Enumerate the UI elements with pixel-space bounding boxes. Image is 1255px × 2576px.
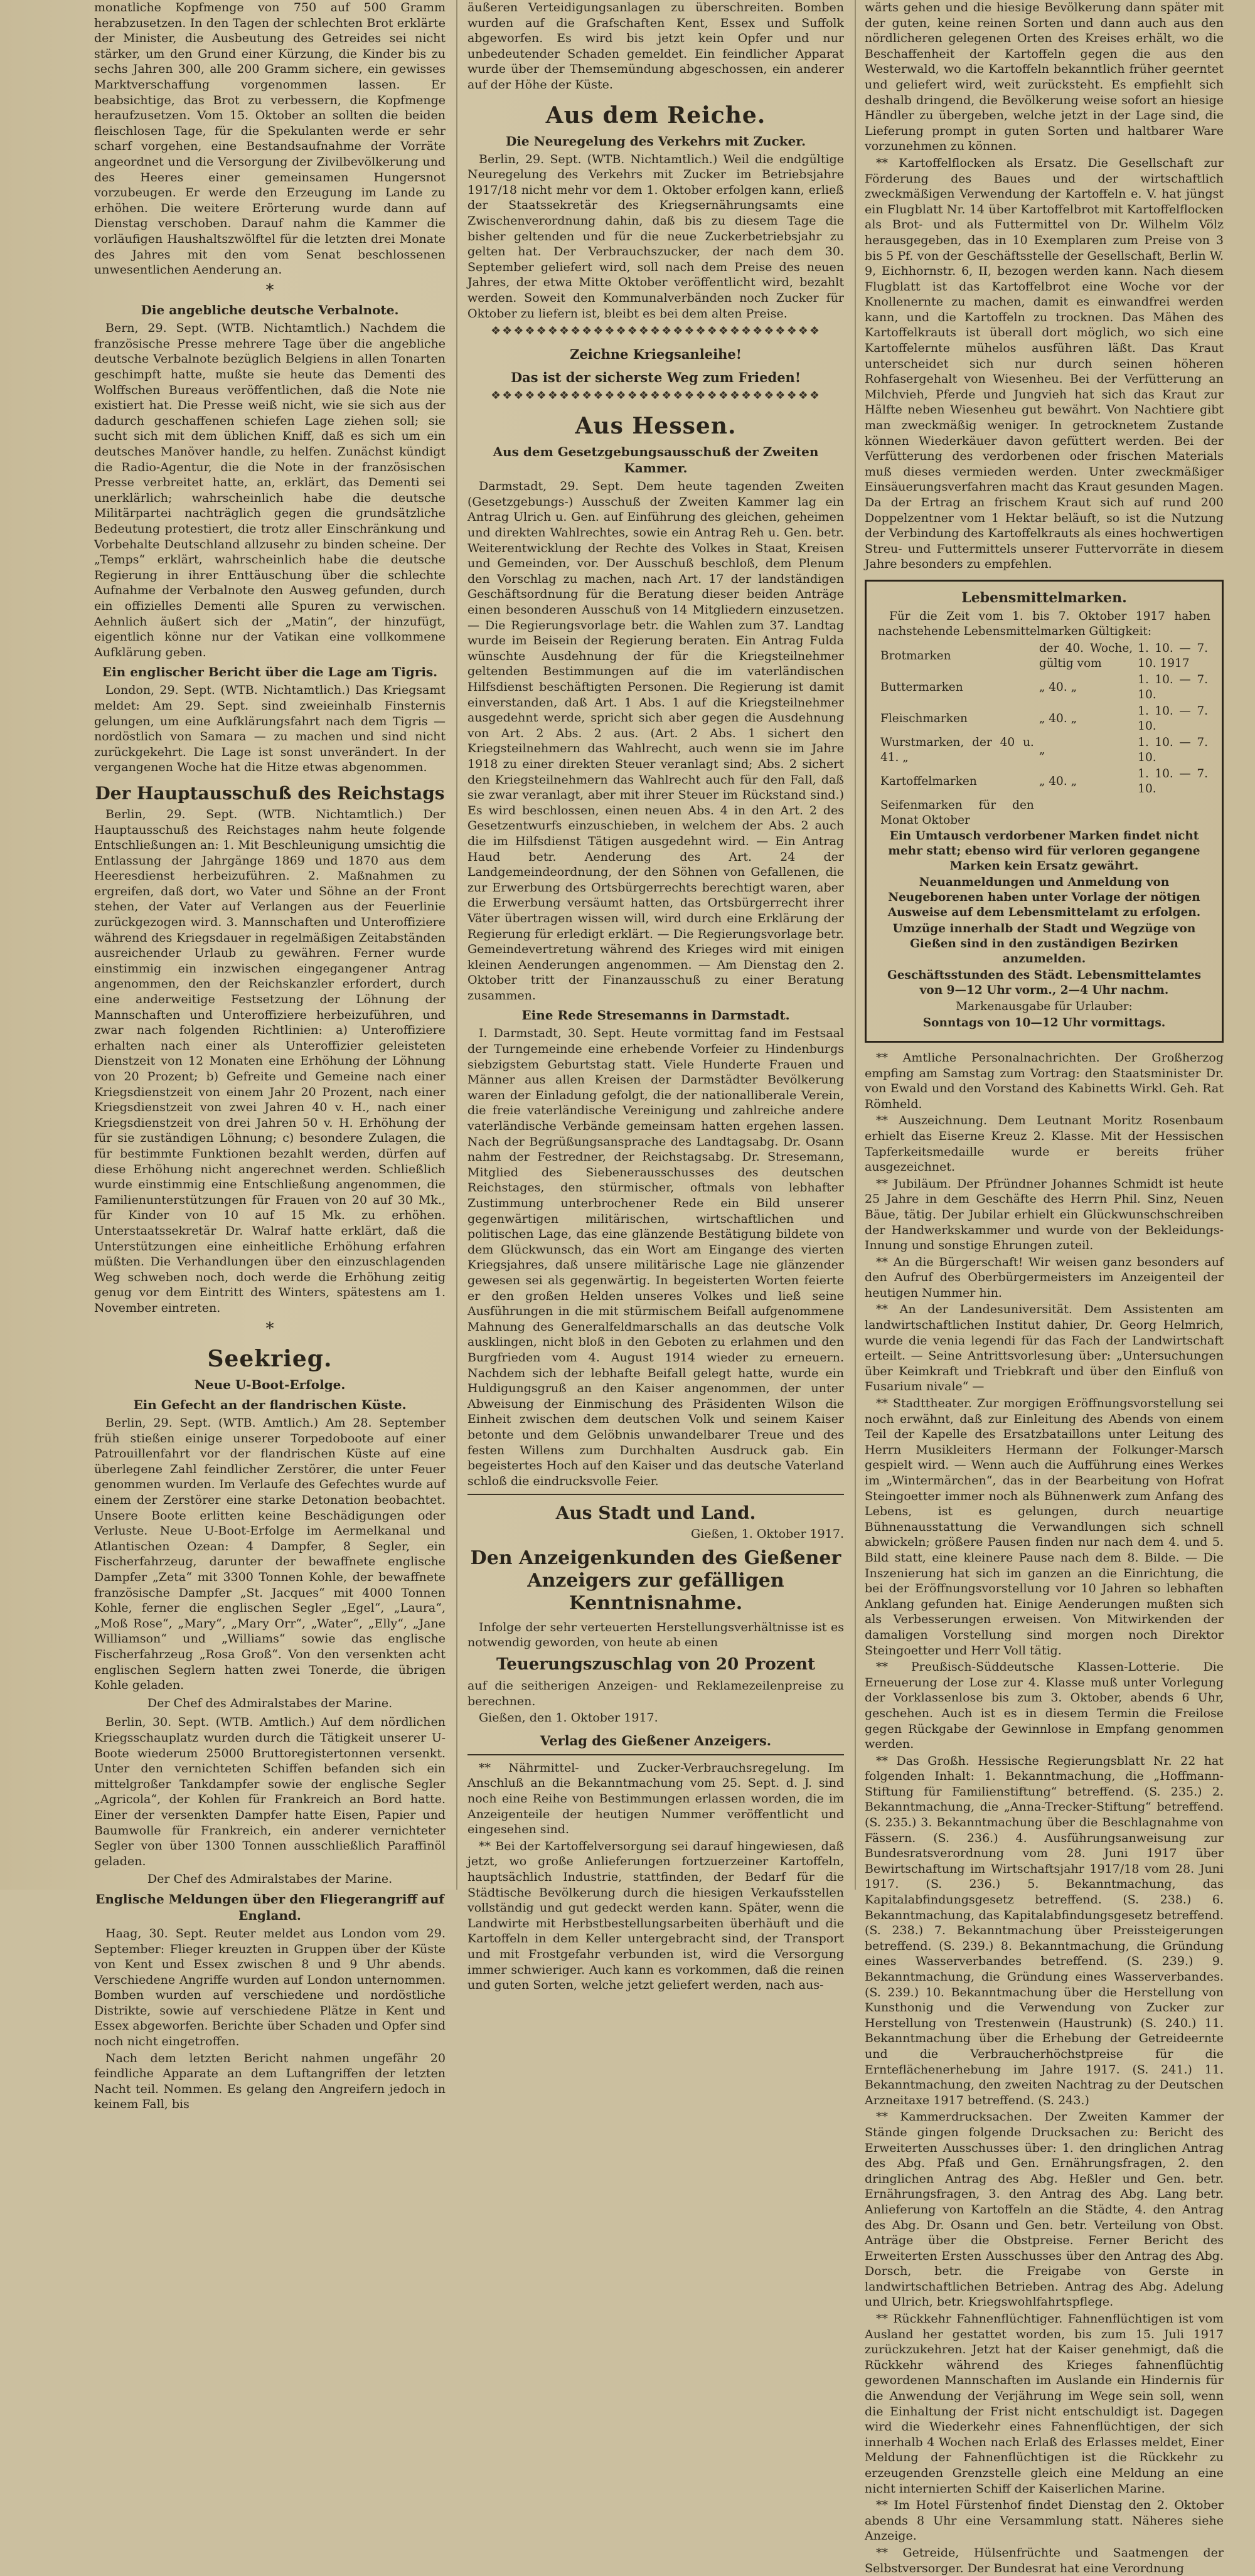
column-rule xyxy=(855,0,856,1890)
publisher-signature: Verlag des Gießener Anzeigers. xyxy=(540,1732,772,1748)
section-title: Aus Stadt und Land. xyxy=(555,1503,756,1524)
column-3 xyxy=(865,0,1224,2575)
publisher-notice-text: Infolge der sehr verteuerten Herstellungsverhältnisse ist es notwendig geworden, von heute ab einen xyxy=(467,1620,844,1650)
article-text: äußeren Verteidigungsanlagen zu überschreiten. Bomben wurden auf die Grafschaften Kent, Essex und Suffolk abgeworfen. Es wird bis jetzt kein Opfer und nur unbedeutender Schaden gemeldet. Ein feindlicher Apparat wurde über der Themsemündung abgeschossen, ein anderer auf der Höhe der Küste. xyxy=(467,1,844,92)
article-text: Darmstadt, 29. Sept. Dem heute tagenden Zweiten (Gesetzgebungs-) Ausschuß der Zweiten Kammer lag ein Antrag Ulrich u. Gen. auf Einführung des gleichen, geheimen und direkten Wahlrechtes, sowie ein Antrag Reh u. Gen. betr. Weiterentwicklung der Rechte des Volkes in Staat, Kreisen und Gemeinden, vor. Der Ausschuß beschloß, dem Plenum den Vorschlag zu machen, nach Art. 17 der landständigen Geschäftsordnung für die Beratung dieser beiden Anträge einen besonderen Ausschuß von 14 Mitgliedern einzusetzen. — Die Regierungsvorlage betr. die Wahlen zum 37. Landtag wurde im Beisein der Regierung beraten. Ein Antrag Fulda wünschte Ausdehnung der für die Kriegsteilnehmer geltenden Bestimmungen auf die im vaterländischen Hilfsdienst beschäftigten Personen. Die Regierung ist damit einverstanden, daß Art. 1 Abs. 1 auf die Kriegsteilnehmer ausgedehnt werde, spricht sich aber gegen die Ausdehnung von Art. 2 Abs. 2 aus. (Art. 2 Abs. 1 sichert den Kriegsteilnehmern das Wahlrecht, auch wenn sie im Jahre 1918 zu einer direkten Steuer veranlagt sind; Abs. 2 sichert den Kriegsteilnehmern das Wahlrecht auch für den Fall, daß sie zwar veranlagt, aber mit ihrer Steuer im Rückstand sind.) Es wird beschlossen, einen neuen Abs. 4 in den Art. 2 des Gesetzentwurfs einzuschieben, in welchem der Abs. 2 auch die im Hilfsdienst Tätigen ausgedehnt wird. — Ein Antrag Haud betr. Aenderung des Art. 24 der Landgemeindeordnung, der den Söhnen von Gefallenen, die zur Erwerbung des Ortsbürgerrechts berechtigt waren, aber die Erwerbung versäumt hatten, das Ortsbürgerrecht ihrer Väter übertragen wissen will, wird durch eine Erklärung der Regierung für erledigt erklärt. — Die Regierungsvorlage betr. Gemeindevertretung während des Krieges wird mit einigen kleinen Aenderungen angenommen. — Am Dienstag den 2. Oktober tritt der Finanzausschuß zu einer Beratung zusammen. xyxy=(467,479,844,1003)
headline: Die Neuregelung des Verkehrs mit Zucker. xyxy=(505,133,806,149)
article-text: Berlin, 29. Sept. (WTB. Nichtamtlich.) Weil die endgültige Neuregelung des Verkehrs mit Zucker im Betriebsjahre 1917/18 nicht mehr vor dem 1. Oktober erfolgen kann, erließ der Staatssekretär des Kriegsernährungsamts eine Zwischenverordnung dahin, daß bis zu diesem Tage die bisher geltenden und für die neue Zuckerbetriebsjahr zu gelten hat. Der Verbrauchszucker, der nach dem 30. September geliefert wird, soll nach dem Preise des neuen Jahres, der etwa Mitte Oktober veröffentlicht wird, bezahlt werden. Soweit den Kommunalverbänden noch Zucker für Oktober zu liefern ist, bleibt es bei dem alten Preise. xyxy=(467,152,844,321)
ration-cell: 1. 10. — 7. 10. xyxy=(1138,704,1208,733)
ration-cell: Brotmarken xyxy=(880,649,951,663)
section-title: Seekrieg. xyxy=(207,1346,333,1373)
ornament-border: ❖❖❖❖❖❖❖❖❖❖❖❖❖❖❖❖❖❖❖❖❖❖❖❖❖❖❖❖❖ xyxy=(491,324,821,338)
article-text: monatliche Kopfmenge von 750 auf 500 Gramm herabzusetzen. In den Tagen der schlechten Brot erklärte der Minister, die Ausbeutung des Getreides sei nicht stärker, um den Grund einer Kürzung, die Kinder bis zu sechs Jahren 300, alle 200 Gramm sichere, ein gewisses Marktverschaffung vorgenommen lassen. Er beabsichtige, das Brot zu verbessern, die Kopfmenge heraufzusetzen. Vom 15. Oktober an sollten die beiden fleischlosen Tage, für die Spekulanten werde er sehr scharf vorgehen, eine Bestandsaufnahme der Vorräte angeordnet und die Versorgung der Zivilbevölkerung und des Heeres einer gemeinsamen Hungersnot vorzubeugen. Er werde den Erzeugung im Lande zu erhöhen. Die weitere Erörterung wurde dann auf Dienstag verschoben. Darauf nahm die Kammer die vorläufigen Haushaltszwölftel für die letzten drei Monate des Jahres mit den vom Senat beschlossenen unwesentlichen Aenderung an. xyxy=(94,1,446,277)
publisher-notice-date: Gießen, den 1. Oktober 1917. xyxy=(479,1711,658,1725)
ration-cell: 1. 10. — 7. 10. xyxy=(1138,767,1208,796)
ration-cell: der 40. Woche, gültig vom xyxy=(1039,641,1133,670)
headline: Der Hauptausschuß des Reichstags xyxy=(95,782,445,804)
war-loan-notice: Zeichne Kriegsanleihe! xyxy=(570,346,742,362)
article-text: ** An die Bürgerschaft! Wir weisen ganz besonders auf den Aufruf des Oberbürgermeisters im Anzeigenteil der heutigen Nummer hin. xyxy=(865,1255,1224,1300)
surcharge-notice: Teuerungszuschlag von 20 Prozent xyxy=(496,1655,816,1674)
ration-cell: 1. 10. — 7. 10. xyxy=(1138,673,1208,701)
section-title: Aus dem Reiche. xyxy=(545,102,766,129)
article-text: ** Rückkehr Fahnenflüchtiger. Fahnenflüchtigen ist vom Ausland her gestattet worden, bis zum 15. Juli 1917 zurückzukehren. Jetzt hat der Kaiser genehmigt, daß die Rückkehr während des Krieges fahnenflüchtig gewordenen Mannschaften im Auslande ein Hindernis für die Anwendung der Verjährung im Wege sein soll, wenn die Einhaltung der Frist nicht entschuldigt ist. Dagegen wird die Wiederkehr eines Fahnenflüchtigen, der sich innerhalb 4 Wochen nach Erlaß des Erlasses meldet, Einer Meldung der Fahnenflüchtigen ist die Rückkehr zu erzeugenden Grenzstelle gleich eine Meldung an eine nicht internierten Schiff der Kaiserlichen Marine. xyxy=(865,2312,1224,2496)
signature: Der Chef des Admiralstabes der Marine. xyxy=(147,1696,393,1710)
ration-card-table xyxy=(878,641,1210,829)
ration-note: Neuanmeldungen und Anmeldung von Neugeborenen haben unter Vorlage der nötigen Ausweise auf dem Lebensmittelamt zu erfolgen. xyxy=(887,875,1201,919)
ration-row xyxy=(878,703,1210,735)
ration-cell: 1. 10. — 7. 10. 1917 xyxy=(1138,641,1208,670)
ornament-border: ❖❖❖❖❖❖❖❖❖❖❖❖❖❖❖❖❖❖❖❖❖❖❖❖❖❖❖❖❖ xyxy=(491,388,821,402)
article-text: I. Darmstadt, 30. Sept. Heute vormittag fand im Festsaal der Turngemeinde eine erhebende Vorfeier zu Hindenburgs siebzigstem Geburtstag statt. Viele Hunderte Frauen und Männer aus allen Kreisen der Darmstädter Bevölkerung waren der Einladung gefolgt, die der nationalliberale Verein, die freie vaterländische Vereinigung und zahlreiche andere vaterländische Verbände gemeinsam hatten ergehen lassen. Nach der Begrüßungsansprache des Landtagsabg. Dr. Osann nahm der Festredner, der Reichstagsabg. Dr. Stresemann, Mitglied des Siebenerausschusses des deutschen Reichstages, den stürmischer, oftmals von lebhafter Zustimmung unterbrochener Rede ein Bild unserer gegenwärtigen militärischen, wirtschaftlichen und politischen Lage, das eine glänzende Bestätigung bildete von dem Glückwunsch, das ein Wort am Eingange des vierten Kriegsjahres, daß unsere militärische Lage nie glänzender gewesen sei als gegenwärtig. In begeisterten Worten feierte er den großen Helden unseres Volkes und ließ seine Ausführungen in die mit stürmischem Beifall aufgenommene Mahnung des Generalfeldmarschalls an das deutsche Volk ausklingen, nicht bloß in den Geboten zu erlahmen und den Burgfrieden vom 4. August 1914 wieder zu erneuern. Nachdem sich der lebhafte Beifall gelegt hatte, wurde ein Huldigungsgruß an den Kaiser angenommen, der unter Abweisung der Einmischung des Präsidenten Wilson die Einheit zwischen dem deutschen Volk und seinem Kaiser betonte und dem Gelöbnis unwandelbarer Treue und des festen Willens zum Durchhalten Ausdruck gab. Ein begeistertes Hoch auf den Kaiser und das deutsche Vaterland schloß die eindrucksvolle Feier. xyxy=(467,1026,844,1488)
article-text: ** Auszeichnung. Dem Leutnant Moritz Rosenbaum erhielt das Eiserne Kreuz 2. Klasse. Mit der Hessischen Tapferkeitsmedaille wurde er bereits früher ausgezeichnet. xyxy=(865,1114,1224,1174)
signature: Der Chef des Admiralstabes der Marine. xyxy=(147,1872,393,1887)
headline: Ein Gefecht an der flandrischen Küste. xyxy=(133,1397,407,1413)
ration-row xyxy=(878,735,1210,766)
article-text: Berlin, 29. Sept. (WTB. Amtlich.) Am 28. September früh stießen einige unserer Torpedoboote auf einer Patrouillenfahrt vor der flandrischen Küste auf eine überlegene Zahl feindlicher Zerstörer, die unter Feuer genommen wurden. Im Verlaufe des Gefechtes wurde auf einem der Zerstörer eine starke Detonation beobachtet. Unsere Boote erlitten keine Beschädigungen oder Verluste. Neue U-Boot-Erfolge im Aermelkanal und Atlantischen Ozean: 4 Dampfer, 8 Segler, ein Fischerfahrzeug, darunter der bewaffnete englische Dampfer „Zeta“ mit 3300 Tonnen Kohle, der bewaffnete französische Dampfer „St. Jacques“ mit 4000 Tonnen Kohle, ferner die englischen Segler „Egel“, „Laura“, „Moß Rose“, „Mary“, „Mary Orr“, „Water“, „Elly“, „Jane Williamson“ und „Williams“ sowie das englische Fischerfahrzeug „Rosa Groß“. Von den versenkten acht englischen Seglern hatten zwei Tonerde, die übrigen Kohle geladen. xyxy=(94,1416,446,1693)
ration-note: Umzüge innerhalb der Stadt und Wegzüge von Gießen sind in den zuständigen Bezirken anzumelden. xyxy=(892,922,1196,966)
ration-cell: „ 40. „ xyxy=(1039,774,1077,788)
headline: Englische Meldungen über den Fliegerangriff auf England. xyxy=(95,1891,444,1923)
article-text: ** Kartoffelflocken als Ersatz. Die Gesellschaft zur Förderung des Baues und der wirtschaftlich zweckmäßigen Verwendung der Kartoffeln e. V. hat jüngst ein Flugblatt Nr. 14 über Kartoffelbrot mit Kartoffelflocken als Brot- und als Futtermittel von Dr. Wilhelm Völz herausgegeben, das in 10 Exemplaren zum Preise von 3 bis 5 Pf. von der Geschäftsstelle der Gesellschaft, Berlin W. 9, Eichhornstr. 6, II, bezogen werden kann. Nach diesem Flugblatt ist das Kartoffelbrot eine Woche vor der Knollenernte zu machen, damit es einwandfrei werden kann, und die Kartoffeln zu trocknen. Das Mähen des Kartoffelkrauts ist überall dort möglich, wo sich eine Kartoffelernte mühelos ausführen läßt. Das Kraut unterscheidet sich nur durch seinen höheren Rohfasergehalt von Wiesenheu. Bei der Verfütterung an Milchvieh, Pferde und Jungvieh hat sich das Kraut zur Hälfte neben Wiesenheu gut bewährt. Von Nachtiere gibt man zweckmäßig weniger. In getrocknetem Zustande können Wiederkäuer davon gefüttert werden. Bei der Verfütterung des verdorbenen oder frischen Materials muß dieses vermieden werden. Unter zweckmäßiger Einsäuerungsverfahren macht das Kraut gesunden Magen. Da der Ertrag an frischem Kraut sich auf rund 200 Doppelzentner vom 1 Hektar beläuft, so ist die Nutzung der Verbindung des Kartoffelkrauts als eines hochwertigen Streu- und Futtermittels unserer Futtervorräte in diesem Jahre besonders zu empfehlen. xyxy=(865,156,1224,572)
article-text: ** Kammerdrucksachen. Der Zweiten Kammer der Stände gingen folgende Drucksachen zu: Bericht des Erweiterten Ausschusses über: 1. den dringlichen Antrag des Abg. Pfaß und Gen. Ernährungsfragen, 2. den dringlichen Antrag des Abg. Heßler und Gen. betr. Ernährungsfragen, 3. den Antrag des Abg. Lang betr. Anlieferung von Kartoffeln an die Städte, 4. den Antrag des Abg. Dr. Osann und Gen. betr. Verteilung von Obst. Anträge über die Obstpreise. Ferner Bericht des Erweiterten Ersten Ausschusses über den Antrag des Abg. Dorsch, betr. die Freigabe von Gerste in landwirtschaftlichen Betrieben. Antrag des Abg. Adelung und Ulrich, betr. Kriegswohlfahrtspflege. xyxy=(865,2110,1224,2309)
article-text: ** Preußisch-Süddeutsche Klassen-Lotterie. Die Erneuerung der Lose zur 4. Klasse muß unter Vorlegung der Vorklassenlose bis zum 3. Oktober, abends 6 Uhr, geschehen. Auch ist es in diesem Termin die Freilose gegen Rückgabe der Gewinnlose in Empfang genommen werden. xyxy=(865,1660,1224,1752)
article-text: Berlin, 29. Sept. (WTB. Nichtamtlich.) Der Hauptausschuß des Reichstages nahm heute folgende Entschließungen an: 1. Mit Beschleunigung umsichtig die Entlassung der Jahrgänge 1869 und 1870 aus dem Heeresdienst herbeizuführen. 2. Maßnahmen zu ergreifen, daß dort, wo Vater und Söhne an der Front stehen, der Vater auf Verlangen aus der Feuerlinie zurückgezogen wird. 3. Mannschaften und Unteroffiziere während des Kriegsdauer in regelmäßigen Zeitabständen ausreichender Urlaub zu gewähren. Ferner wurde einstimmig ein inzwischen eingegangener Antrag angenommen, den der Reichskanzler erfordert, durch eine anderweitige Festsetzung der Löhnung der Mannschaften und Unteroffiziere herbeizuführen, und zwar nach folgenden Richtlinien: a) Unteroffiziere erhalten nach einer als Unteroffizier geleisteten Dienstzeit von 12 Monaten eine Erhöhung der Löhnung von 20 Prozent; b) Gefreite und Gemeine nach einer Kriegsdienstzeit von einem Jahr 20 Prozent, nach einer Kriegsdienstzeit von zwei Jahren 40 v. H., nach einer Kriegsdienstzeit von drei Jahren 50 v. H. Erhöhung der für sie zuständigen Löhnung; c) besondere Zulagen, die für bestimmte Funktionen bezahlt werden, dürfen auf diese Erhöhung nicht angerechnet werden. Schließlich wurde einstimmig eine Entschließung angenommen, die Familienunterstützungen für Frauen von 20 auf 30 Mk., für Kinder von 10 auf 15 Mk. zu erhöhen. Unterstaatssekretär Dr. Walraf hatte erklärt, daß die Unterstützungen eine einheitliche Erhöhung erfahren müßten. Die Verhandlungen über den einzuschlagenden Weg schweben noch, doch werde die Erhöhung zeitig genug vor dem Eintritt des Winters, spätestens am 1. November eintreten. xyxy=(94,807,446,1315)
ration-cell: „ 40. „ xyxy=(1039,711,1077,725)
publisher-notice-title: Den Anzeigenkunden des Gießener Anzeigers zur gefälligen Kenntnisnahme. xyxy=(470,1546,841,1614)
article-text: Haag, 30. Sept. Reuter meldet aus London vom 29. September: Flieger kreuzten in Gruppen über der Küste von Kent und Essex zwischen 8 und 9 Uhr abends. Verschiedene Angriffe wurden auf London unternommen. Bomben wurden auf verschiedene und nordöstliche Distrikte, sowie auf verschiedene Plätze in Kent und Essex abgeworfen. Berichte über Schaden und Opfer sind noch nicht eingetroffen. xyxy=(94,1926,446,2049)
article-text: ** Getreide, Hülsenfrüchte und Saatmengen der Selbstversorger. Der Bundesrat hat eine Verordnung xyxy=(865,2545,1224,2575)
ration-cell: Buttermarken xyxy=(880,680,963,694)
article-text: ** Im Hotel Fürstenhof findet Dienstag den 2. Oktober abends 8 Uhr eine Versammlung statt. Näheres siehe Anzeige. xyxy=(865,2498,1224,2543)
column-rule xyxy=(456,0,457,1890)
ration-row xyxy=(878,797,1210,829)
section-title: Aus Hessen. xyxy=(575,413,737,440)
article-text: London, 29. Sept. (WTB. Nichtamtlich.) Das Kriegsamt meldet: Am 29. Sept. sind zweieinhalb Finsternis gelungen, um eine Aufklärungsfahrt nach dem Tigris — nordöstlich von Samara — zu machen und sind nicht zurückgekehrt. Die Lage ist sonst unverändert. In der vergangenen Woche hat die Hitze etwas abgenommen. xyxy=(94,683,446,775)
ration-cell xyxy=(1135,797,1210,829)
publisher-notice-text: auf die seitherigen Anzeigen- und Reklamezeilenpreise zu berechnen. xyxy=(467,1679,844,1708)
column-2 xyxy=(467,0,844,1993)
ration-cell: Kartoffelmarken xyxy=(880,774,977,788)
headline: Aus dem Gesetzgebungsausschuß der Zweiten Kammer. xyxy=(493,444,819,476)
headline: Eine Rede Stresemanns in Darmstadt. xyxy=(521,1008,790,1023)
headline: Neue U-Boot-Erfolge. xyxy=(194,1377,346,1393)
ration-row xyxy=(878,766,1210,797)
ration-card-title: Lebensmittelmarken. xyxy=(961,589,1127,606)
article-text: Nach dem letzten Bericht nahmen ungefähr 20 feindliche Apparate an dem Luftangriffen der letzten Nacht teil. Nommen. Es gelang den Angreifern jedoch in keinem Fall, bis xyxy=(94,2051,446,2112)
article-text: ** An der Landesuniversität. Dem Assistenten am landwirtschaftlichen Institut dahier, Dr. Georg Helmrich, wurde die venia legendi für das Fach der Landwirtschaft erteilt. — Seine Antrittsvorlesung über: „Untersuchungen über Keimkraft und Triebkraft und über den Einfluß von Fusarium nivale“ — xyxy=(865,1302,1224,1394)
article-text: ** Das Großh. Hessische Regierungsblatt Nr. 22 hat folgenden Inhalt: 1. Bekanntmachung, die „Hoffmann-Stiftung für Familienstiftung“ betreffend. (S. 235.) 2. Bekanntmachung, die „Anna-Trecker-Stiftung“ betreffend. (S. 235.) 3. Bekanntmachung über die Beschlagnahme von Fässern. (S. 236.) 4. Ausführungsanweisung zur Bundesratsverordnung vom 28. Juni 1917 über Bewirtschaftung im Wirtschaftsjahr 1917/18 vom 28. Juni 1917. (S. 236.) 5. Bekanntmachung, das Kapitalabfindungsgesetz betreffend. (S. 238.) 6. Bekanntmachung, das Kapitalabfindungsgesetz betreffend. (S. 238.) 7. Bekanntmachung über Preissteigerungen betreffend. (S. 239.) 8. Bekanntmachung, die Gründung eines Wasserverbandes betreffend. (S. 239.) 9. Bekanntmachung, die Gründung eines Wasserverbandes. (S. 239.) 10. Bekanntmachung über die Herstellung von Kunsthonig und die Verwendung von Zucker zur Herstellung von Trestenwein (Haustrunk) (S. 240.) 11. Bekanntmachung über die Erhebung der Getreideernte und die Verbraucherhöchstpreise für die Ernteflächenerhebung im Jahre 1917. (S. 241.) 11. Bekanntmachung, den zweiten Nachtrag zu der Deutschen Arzneitaxe 1917 betreffend. (S. 243.) xyxy=(865,1754,1224,2107)
article-text: ** Nährmittel- und Zucker-Verbrauchsregelung. Im Anschluß an die Bekanntmachung vom 25. Sept. d. J. sind noch eine Reihe von Bestimmungen erlassen worden, die im Anzeigenteile der heutigen Nummer veröffentlicht und eingesehen sind. xyxy=(467,1760,844,1837)
column-1 xyxy=(94,0,446,2112)
ration-note: Sonntags von 10—12 Uhr vormittags. xyxy=(922,1016,1166,1030)
ration-cell: 1. 10. — 7. 10. xyxy=(1138,735,1208,764)
ration-cell xyxy=(1037,797,1135,829)
separator-star: * xyxy=(265,280,274,300)
ration-cell: Seifenmarken für den Monat Oktober xyxy=(880,798,1034,827)
ration-cell: Fleischmarken xyxy=(880,711,968,725)
dateline: Gießen, 1. Oktober 1917. xyxy=(690,1527,844,1541)
ration-row xyxy=(878,641,1210,672)
article-text: ** Amtliche Personalnachrichten. Der Großherzog empfing am Samstag zum Vortrag: den Staatsminister Dr. von Ewald und den Vorstand des Kabinetts Wirkl. Geh. Rat Römheld. xyxy=(865,1050,1224,1111)
ration-card-intro: Für die Zeit vom 1. bis 7. Oktober 1917 haben nachstehende Lebensmittelmarken Gültigkeit: xyxy=(878,609,1210,638)
war-loan-slogan: Das ist der sicherste Weg zum Frieden! xyxy=(510,369,801,385)
separator-star: * xyxy=(265,1319,274,1338)
headline: Ein englischer Bericht über die Lage am Tigris. xyxy=(102,664,438,680)
article-text: ** Stadttheater. Zur morgigen Eröffnungsvorstellung sei noch erwähnt, daß zur Einleitung des Abends von einem Teil der Kapelle des Ersatzbataillons unter Leitung des Herrn Musikleiters Hermann der Folkunger-Marsch gespielt wird. — Wenn auch die Aufführung eines Werkes im „Wintermärchen“, das in der Bearbeitung von Hofrat Steingoetter immer noch als Bühnenwerk zum Anfang des Lebens, ist es gelungen, durch neuartige Bühnenausstattung die Verwandlungen sich schnell abwickeln; größere Pausen finden nur nach dem 4. und 5. Bild statt, eine kleinere Pause nach dem 8. Bilde. — Die Inszenierung hat sich im ganzen an die Einrichtung, die bei der Eröffnungsvorstellung vor 10 Jahren so lebhaften Anklang gefunden hat. Einige Aenderungen mußten sich als Verbesserungen erweisen. Von Mitwirkenden der damaligen Vorstellung sind morgen noch Direktor Steingoetter und Herr Voll tätig. xyxy=(865,1397,1224,1658)
article-text: Bern, 29. Sept. (WTB. Nichtamtlich.) Nachdem die französische Presse mehrere Tage über die angebliche deutsche Verbalnote bezüglich Belgiens in allen Tonarten geschimpft hatte, mußte sie heute das Dementi des Wolffschen Bureaus veröffentlichen, daß die Note nie existiert hat. Die Presse weiß nicht, wie sie sich aus der dadurch geschaffenen schiefen Lage ziehen soll; sie sucht sich mit dem üblichen Kniff, daß es sich um ein deutsches Manöver handle, zu helfen. Zunächst kündigt die Radio-Agentur, die die Note in der französischen Presse verbreitet hatte, an, erklärt, das Dementi sei unerklärlich; wahrscheinlich habe die deutsche Militärpartei nachträglich gegen die grundsätzliche Bedeutung protestiert, die trotz aller Einschränkung und Vorbehalte Deutschland allzusehr zu binden scheine. Der „Temps“ erklärt, wahrscheinlich habe die deutsche Regierung in ihrer Enttäuschung über die schlechte Aufnahme der Verbalnote den Ausweg gefunden, durch ein offizielles Dementi alle Spuren zu verwischen. Aehnlich äußert sich der „Matin“, der hinzufügt, eigentlich könne nur der Vatikan eine vollkommene Aufklärung geben. xyxy=(94,321,446,659)
article-text: ** Jubiläum. Der Pfründner Johannes Schmidt ist heute 25 Jahre in dem Geschäfte des Herrn Phil. Sinz, Neuen Bäue, tätig. Der Jubilar erhielt ein Glückwunschschreiben der Handwerkskammer und wurde von der Bekleidungs-Innung und sonstige Ehrungen zuteil. xyxy=(865,1176,1224,1253)
ration-note: Markenausgabe für Urlauber: xyxy=(956,999,1133,1013)
headline: Die angebliche deutsche Verbalnote. xyxy=(141,302,399,318)
ration-card-notice xyxy=(865,580,1224,1043)
ration-note: Geschäftsstunden des Städt. Lebensmittelamtes von 9—12 Uhr vorm., 2—4 Uhr nachm. xyxy=(887,968,1201,997)
divider xyxy=(467,1754,844,1755)
divider xyxy=(467,1494,844,1495)
ration-cell: „ xyxy=(1039,743,1045,757)
article-text: wärts gehen und die hiesige Bevölkerung dann später mit der guten, keine reinen Sorten und dann auch aus den nördlicheren gelegenen Orten des Kreises erhält, wo die Beschaffenheit der Kartoffeln gegen die aus den Westerwald, wo die Kartoffeln bekanntlich früher geerntet und geliefert wird, weit zurücksteht. Es empfiehlt sich deshalb dringend, die Bevölkerung weise sofort an hiesige Händler zu übergeben, welche jetzt in der Lage sind, die Lieferung prompt in guten Sorten und haltbarer Ware vorzunehmen zu können. xyxy=(865,1,1224,154)
ration-cell: „ 40. „ xyxy=(1039,680,1077,694)
article-text: Berlin, 30. Sept. (WTB. Amtlich.) Auf dem nördlichen Kriegsschauplatz wurden durch die Tätigkeit unserer U-Boote wiederum 25000 Bruttoregistertonnen versenkt. Unter den vernichteten Schiffen befanden sich ein mittelgroßer Tankdampfer sowie der englische Segler „Agricola“, der Kohlen für Frankreich an Bord hatte. Einer der versenkten Dampfer hatte Eisen, Papier und Baumwolle für Frankreich, ein anderer vernichteter Segler von über 1300 Tonnen ausschließlich Paraffinöl geladen. xyxy=(94,1715,446,1868)
ration-row xyxy=(878,672,1210,703)
ration-cell: Wurstmarken, der 40 u. 41. „ xyxy=(880,735,1034,764)
ration-note: Ein Umtausch verdorbener Marken findet nicht mehr statt; ebenso wird für verloren gegangene Marken kein Ersatz gewährt. xyxy=(888,829,1200,873)
article-text: ** Bei der Kartoffelversorgung sei darauf hingewiesen, daß jetzt, wo große Anlieferungen fortzuerzeiner Kartoffeln, hauptsächlich Industrie, stattfinden, der Bedarf für die Städtische Bevölkerung durch die hiesigen Verkaufsstellen vollständig und gut gedeckt werden kann. Später, wenn die Landwirte mit Herbstbestellungsarbeiten überhäuft und die Kartoffeln in dem Keller untergebracht sind, der Transport und mit Frostgefahr verbunden ist, wird die Versorgung immer schwieriger. Auch kann es vorkommen, daß die reinen und guten Sorten, welche jetzt geliefert werden, nach aus- xyxy=(467,1839,844,1993)
